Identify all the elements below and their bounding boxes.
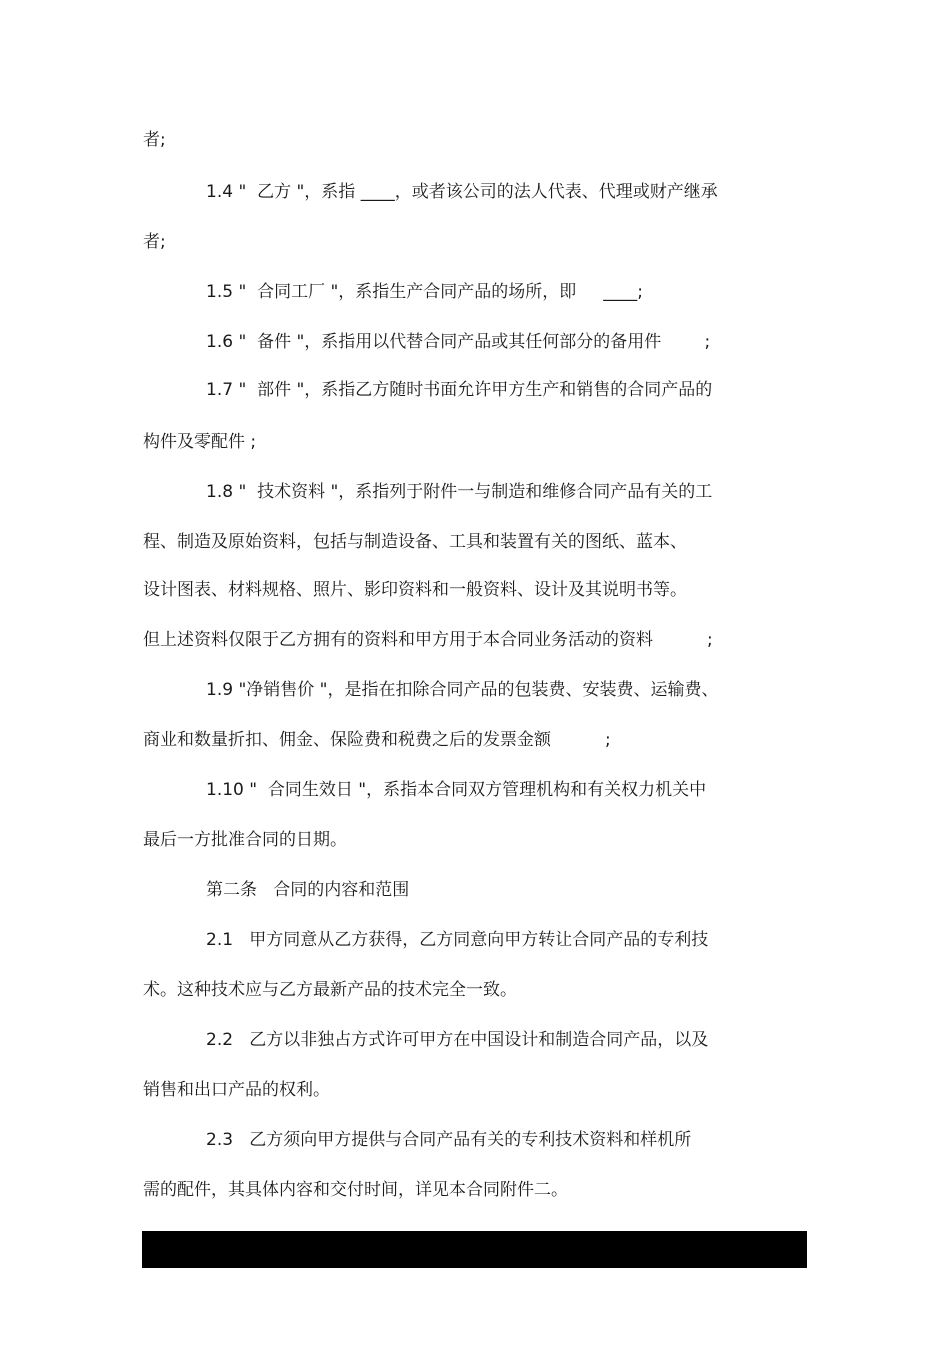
- redaction-bar: [142, 1231, 807, 1268]
- section-heading: 第二条 合同的内容和范围: [206, 880, 410, 900]
- text-line: 需的配件，其具体内容和交付时间，详见本合同附件二。: [143, 1180, 568, 1200]
- text-line: 构件及零配件 ;: [143, 432, 257, 452]
- text-line: 1.7 " 部件 "，系指乙方随时书面允许甲方生产和销售的合同产品的: [206, 380, 713, 400]
- text-line: 2.1 甲方同意从乙方获得，乙方同意向甲方转让合同产品的专利技: [206, 930, 709, 950]
- text-line: 1.9 "净销售价 "，是指在扣除合同产品的包装费、安装费、运输费、: [206, 680, 719, 700]
- text-line: 设计图表、材料规格、照片、影印资料和一般资料、设计及其说明书等。: [143, 580, 687, 600]
- text-line: 者;: [143, 130, 166, 150]
- text-line: 1.5 " 合同工厂 "，系指生产合同产品的场所，即 ____;: [206, 282, 644, 302]
- text-line: 销售和出口产品的权利。: [143, 1080, 330, 1100]
- text-line: 1.4 " 乙方 "，系指 ____，或者该公司的法人代表、代理或财产继承: [206, 182, 718, 202]
- text-line: 术。这种技术应与乙方最新产品的技术完全一致。: [143, 980, 517, 1000]
- text-line: 商业和数量折扣、佣金、保险费和税费之后的发票金额 ;: [143, 730, 611, 750]
- text-line: 2.2 乙方以非独占方式许可甲方在中国设计和制造合同产品，以及: [206, 1030, 709, 1050]
- text-line: 者;: [143, 232, 166, 252]
- text-line: 1.6 " 备件 "，系指用以代替合同产品或其任何部分的备用件 ;: [206, 332, 711, 352]
- text-line: 2.3 乙方须向甲方提供与合同产品有关的专利技术资料和样机所: [206, 1130, 692, 1150]
- text-line: 1.10 " 合同生效日 "，系指本合同双方管理机构和有关权力机关中: [206, 780, 707, 800]
- text-line: 最后一方批准合同的日期。: [143, 830, 347, 850]
- text-line: 程、制造及原始资料，包括与制造设备、工具和装置有关的图纸、蓝本、: [143, 532, 687, 552]
- text-line: 1.8 " 技术资料 "，系指列于附件一与制造和维修合同产品有关的工: [206, 482, 713, 502]
- text-line: 但上述资料仅限于乙方拥有的资料和甲方用于本合同业务活动的资料 ;: [143, 630, 713, 650]
